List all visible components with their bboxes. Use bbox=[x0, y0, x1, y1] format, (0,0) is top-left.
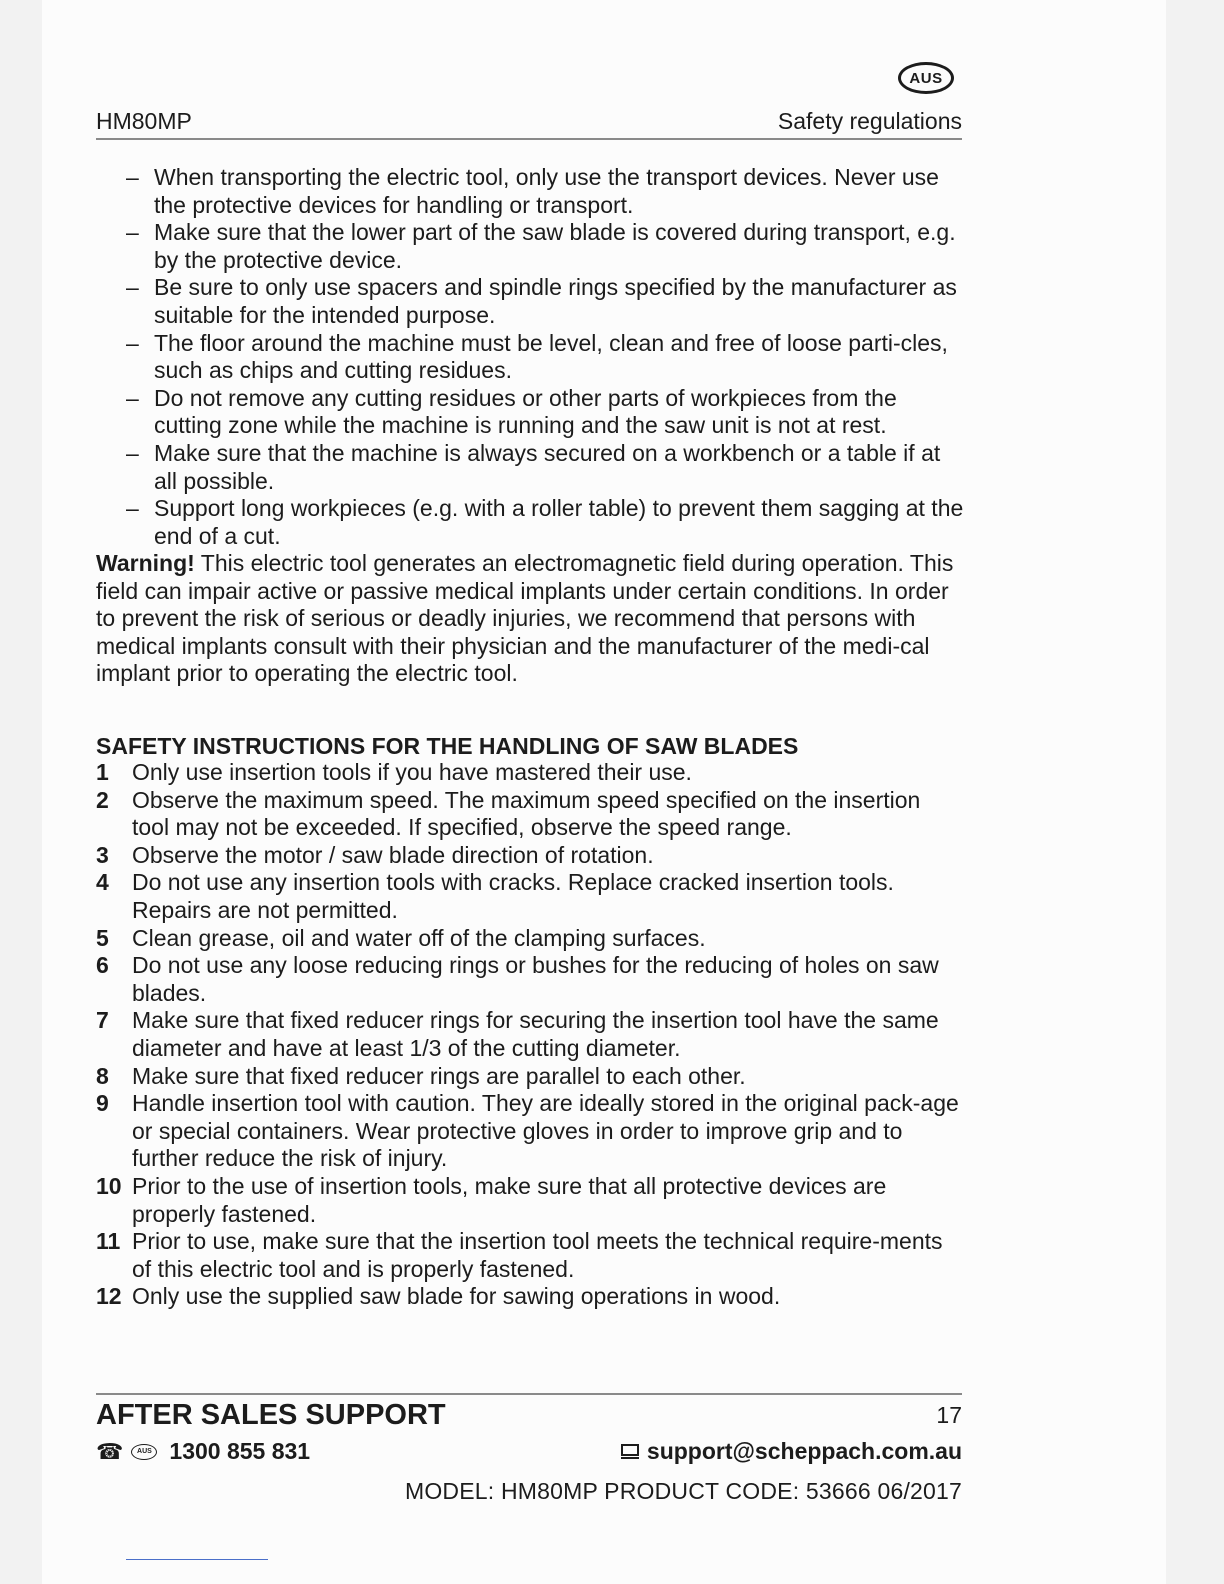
warning-paragraph bbox=[96, 550, 962, 688]
aus-region-badge: AUS bbox=[898, 62, 954, 94]
list-item bbox=[96, 1173, 962, 1228]
email-address: support@scheppach.com.au bbox=[646, 1438, 962, 1464]
scan-edge-line bbox=[126, 1559, 268, 1560]
list-item bbox=[96, 759, 962, 787]
after-sales-title: AFTER SALES SUPPORT bbox=[96, 1399, 446, 1431]
list-item-text: Make sure that fixed reducer rings are parallel to each other. bbox=[132, 1062, 746, 1089]
list-item-text: Be sure to only use spacers and spindle rings specified by the manufacturer as suitable for the intended purpose. bbox=[154, 274, 957, 328]
list-item bbox=[96, 1090, 962, 1173]
list-item-text: Do not use any insertion tools with cracks. Replace cracked insertion tools. Repairs are not permitted. bbox=[132, 869, 894, 923]
telephone-icon: ☎ bbox=[96, 1438, 124, 1464]
phone-number: 1300 855 831 bbox=[169, 1438, 311, 1464]
warning-label: Warning! bbox=[96, 550, 195, 576]
dash-bullet: – bbox=[126, 439, 139, 466]
dash-bullet: – bbox=[126, 219, 139, 246]
item-number: 1 bbox=[96, 759, 109, 785]
list-item-text: Observe the motor / saw blade direction of rotation. bbox=[132, 841, 654, 868]
saw-blade-instructions-list bbox=[96, 759, 962, 1311]
dash-bullet: – bbox=[126, 274, 139, 301]
item-number: 8 bbox=[96, 1062, 109, 1089]
list-item-text: Make sure that the machine is always secured on a workbench or a table if at all possible. bbox=[154, 439, 941, 494]
list-item-text: Only use the supplied saw blade for sawing operations in wood. bbox=[132, 1283, 781, 1310]
list-item-text: Observe the maximum speed. The maximum speed specified on the insertion tool may not be exceeded. If specified, observe the speed range. bbox=[132, 786, 921, 841]
support-phone bbox=[96, 1438, 310, 1465]
list-item-text: Prior to the use of insertion tools, make sure that all protective devices are properly fastened. bbox=[132, 1172, 887, 1227]
list-item bbox=[126, 274, 966, 329]
list-item bbox=[96, 1283, 962, 1311]
dash-bullet: – bbox=[126, 384, 139, 411]
item-number: 12 bbox=[96, 1283, 122, 1310]
list-item bbox=[96, 1228, 962, 1283]
support-email bbox=[610, 1438, 962, 1465]
list-item-text: Make sure that the lower part of the saw blade is covered during transport, e.g. by the protective device. bbox=[154, 219, 956, 273]
list-item-text: Handle insertion tool with caution. They are ideally stored in the original pack-age or special containers. Wear protective gloves in order to improve grip and to further reduce the risk of injury. bbox=[132, 1090, 959, 1172]
list-item bbox=[96, 787, 962, 842]
list-item bbox=[96, 1063, 962, 1091]
transport-safety-list bbox=[126, 164, 966, 550]
section-title: SAFETY INSTRUCTIONS FOR THE HANDLING OF SAW BLADES bbox=[96, 733, 799, 759]
list-item bbox=[126, 495, 966, 550]
dash-bullet: – bbox=[126, 495, 139, 522]
list-item-text: Do not use any loose reducing rings or bushes for the reducing of holes on saw blades. bbox=[132, 952, 939, 1006]
header-divider bbox=[96, 138, 962, 140]
model-product-code: MODEL: HM80MP PRODUCT CODE: 53666 06/2017 bbox=[404, 1478, 962, 1504]
model-name: HM80MP bbox=[96, 108, 192, 134]
list-item bbox=[96, 1007, 962, 1062]
list-item-text: Make sure that fixed reducer rings for securing the insertion tool have the same diameter and have at least 1/3 of the cutting diameter. bbox=[132, 1007, 939, 1061]
list-item bbox=[126, 385, 966, 440]
section-name: Safety regulations bbox=[777, 108, 962, 134]
item-number: 2 bbox=[96, 786, 109, 813]
list-item bbox=[126, 219, 966, 274]
computer-icon bbox=[621, 1444, 639, 1460]
item-number: 9 bbox=[96, 1090, 109, 1117]
list-item bbox=[126, 440, 966, 495]
item-number: 11 bbox=[96, 1228, 121, 1255]
list-item-text: Support long workpieces (e.g. with a roller table) to prevent them sagging at the end of a cut. bbox=[154, 495, 964, 549]
page-number: 17 bbox=[936, 1402, 962, 1428]
warning-text: This electric tool generates an electromagnetic field during operation. This field can impair active or passive medical implants under certain conditions. In order to prevent the risk of serious or deadly injuries, we recommend that persons with medical implants consult with their physician and the manufacturer of the medi-cal implant prior to operating the electric tool. bbox=[96, 550, 954, 687]
list-item-text: Only use insertion tools if you have mastered their use. bbox=[132, 759, 692, 785]
list-item bbox=[96, 869, 962, 924]
list-item bbox=[126, 164, 966, 219]
list-item-text: Clean grease, oil and water off of the clamping surfaces. bbox=[132, 924, 706, 951]
item-number: 10 bbox=[96, 1172, 122, 1199]
footer-divider bbox=[96, 1393, 962, 1395]
item-number: 5 bbox=[96, 924, 109, 951]
dash-bullet: – bbox=[126, 329, 139, 356]
list-item-text: When transporting the electric tool, only use the transport devices. Never use the protective devices for handling or transport. bbox=[154, 164, 939, 218]
item-number: 7 bbox=[96, 1007, 109, 1034]
list-item-text: Do not remove any cutting residues or other parts of workpieces from the cutting zone while the machine is running and the saw unit is not at rest. bbox=[154, 384, 897, 439]
item-number: 3 bbox=[96, 841, 109, 868]
item-number: 6 bbox=[96, 952, 109, 979]
list-item bbox=[96, 925, 962, 953]
page-header bbox=[96, 107, 962, 135]
list-item bbox=[96, 842, 962, 870]
aus-mini-badge: AUS bbox=[131, 1444, 157, 1460]
item-number: 4 bbox=[96, 869, 109, 896]
list-item-text: Prior to use, make sure that the insertion tool meets the technical require-ments of this electric tool and is properly fastened. bbox=[132, 1228, 943, 1282]
list-item-text: The floor around the machine must be level, clean and free of loose parti-cles, such as chips and cutting residues. bbox=[154, 329, 948, 384]
list-item bbox=[96, 952, 962, 1007]
dash-bullet: – bbox=[126, 164, 139, 190]
list-item bbox=[126, 330, 966, 385]
